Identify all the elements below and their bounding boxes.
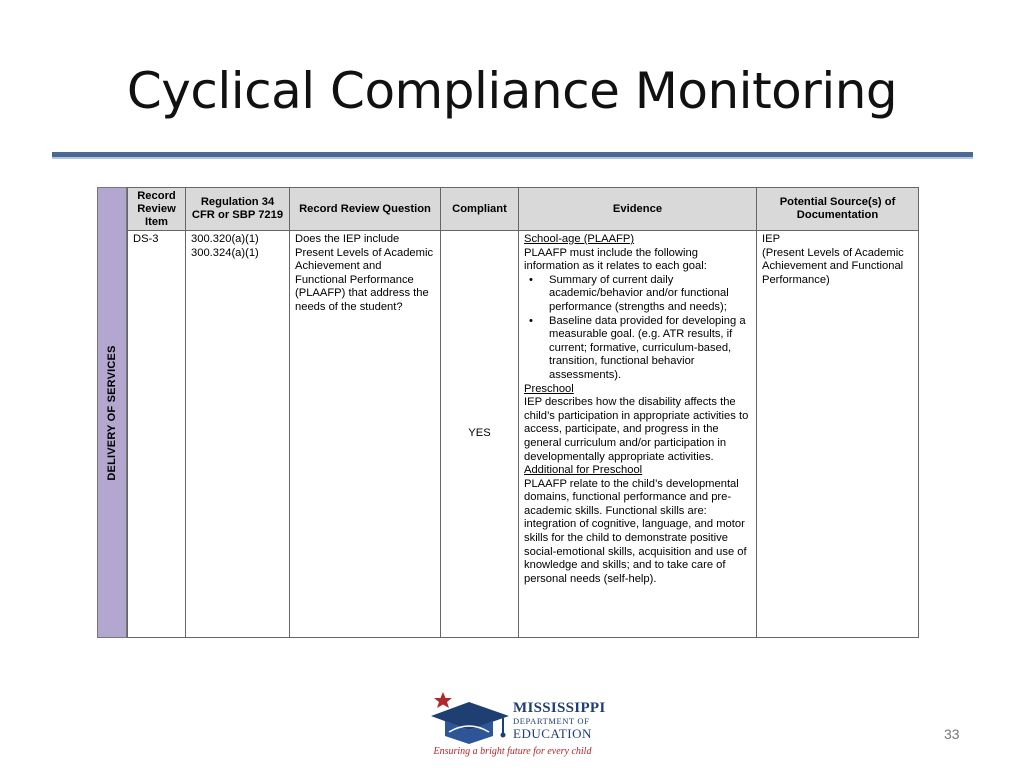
list-item: • Baseline data provided for developing a measurable goal. (e.g. ATR results, if current; formative, curriculum-based, transition, functional behavior assessments). [549, 315, 751, 383]
cell-question: Does the IEP include Present Levels of Academic Achievement and Functional Performance (PLAAFP) that address the needs of the student? [290, 231, 441, 638]
header-regulation: Regulation 34 CFR or SBP 7219 [186, 188, 290, 231]
logo-wordmark [513, 700, 606, 741]
cell-regulation: 300.320(a)(1) 300.324(a)(1) [186, 231, 290, 638]
logo-line-education: EDUCATION [513, 726, 592, 741]
cell-potential-sources: IEP (Present Levels of Academic Achievement and Functional Performance) [757, 231, 919, 638]
section-side-label: DELIVERY OF SERVICES [106, 344, 118, 481]
record-review-table [127, 187, 919, 638]
cell-item: DS-3 [128, 231, 186, 638]
evidence-preschool-heading: Preschool [524, 382, 574, 395]
logo-line-department: DEPARTMENT OF [513, 716, 590, 726]
evidence-preschool-text: IEP describes how the disability affects the child’s participation in appropriate activities to access, participate, and progress in the general curriculum and/or participation in developmentally appropriate activities. [524, 396, 749, 463]
header-potential-sources: Potential Source(s) of Documentation [757, 188, 919, 231]
header-record-review-item: Record Review Item [128, 188, 186, 231]
table-header-row [128, 188, 919, 231]
evidence-additional-text: PLAAFP relate to the child’s developmental domains, functional performance and pre-academic skills. Functional skills are: integration of cognitive, language, and motor skills for the child to demonstrate positive social-emotional skills, acquisition and use of knowledge and skills; and to take care of personal needs (self-help). [524, 477, 747, 585]
header-evidence: Evidence [519, 188, 757, 231]
graduation-cap-star-icon [425, 690, 515, 748]
header-compliant: Compliant [441, 188, 519, 231]
table-row [128, 231, 919, 638]
section-side-band [97, 187, 127, 638]
evidence-bullet-list [524, 274, 751, 383]
evidence-school-age-intro: PLAAFP must include the following information as it relates to each goal: [524, 246, 707, 273]
evidence-additional-heading: Additional for Preschool [524, 464, 643, 477]
evidence-school-age-heading: School-age (PLAAFP) [524, 233, 635, 245]
mde-logo [425, 690, 606, 762]
logo-line-mississippi: MISSISSIPPI [513, 700, 606, 716]
slide-page-number: 33 [944, 726, 960, 742]
list-item: • Summary of current daily academic/behavior and/or functional performance (strengths and needs); [549, 274, 751, 315]
slide-title: Cyclical Compliance Monitoring [126, 62, 898, 120]
cell-compliant: YES [441, 231, 519, 638]
logo-tagline: Ensuring a bright future for every child [433, 746, 592, 757]
title-divider-light [52, 157, 973, 159]
header-record-review-question: Record Review Question [290, 188, 441, 231]
cell-evidence [519, 231, 757, 638]
